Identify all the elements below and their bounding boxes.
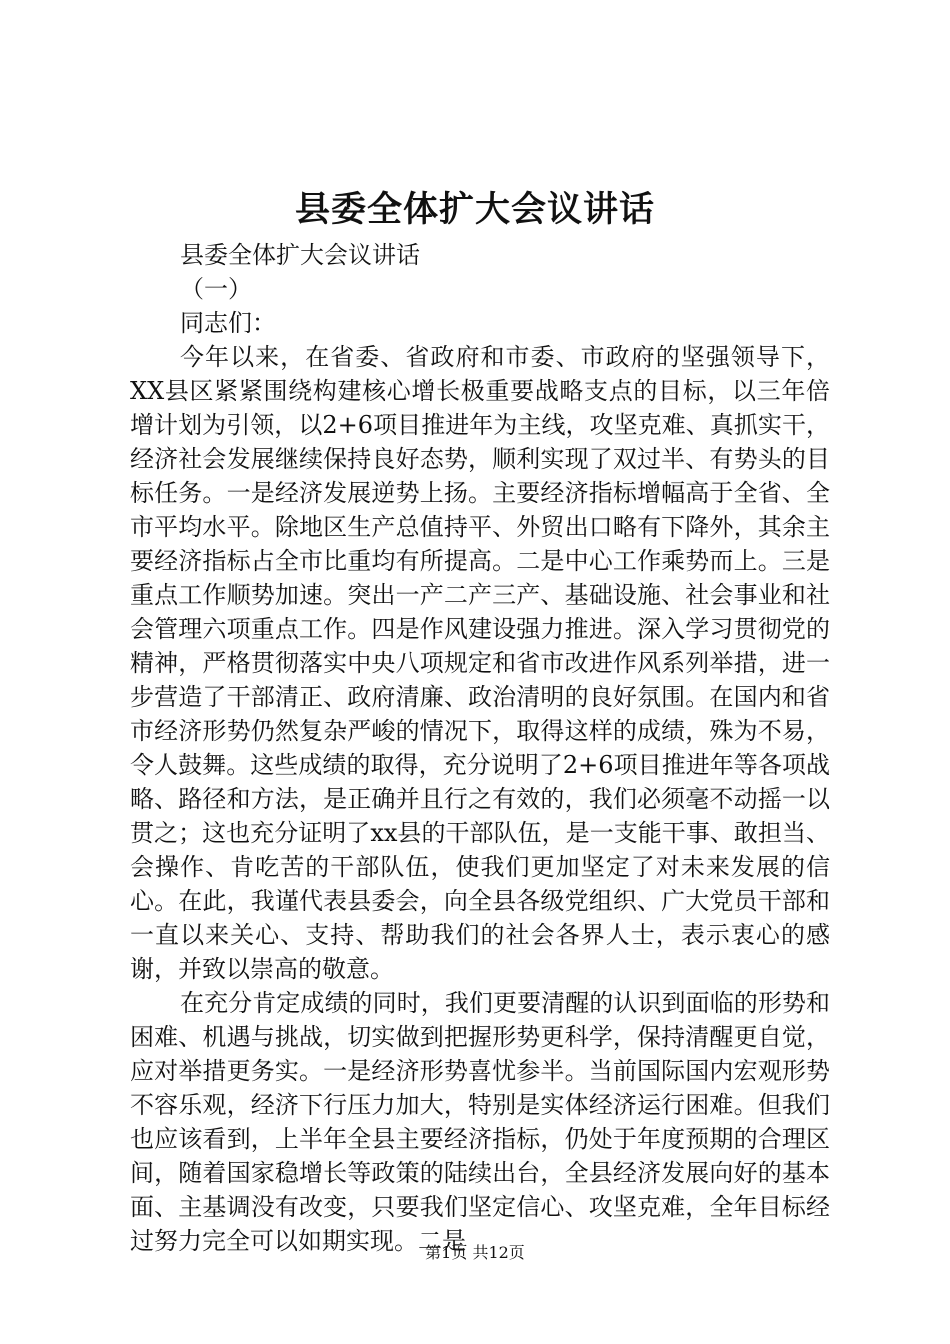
paragraph-2: 在充分肯定成绩的同时，我们更要清醒的认识到面临的形势和困难、机遇与挑战，切实做到把握形势更科学，保持清醒更自觉，应对举措更务实。一是经济形势喜忧参半。当前国际国内宏观形势不容乐观，经济下行压力加大，特别是实体经济运行困难。但我们也应该看到，上半年全县主要经济指标，仍处于年度预期的合理区间，随着国家稳增长等政策的陆续出台，全县经济发展向好的基本面、主基调没有改变，只要我们坚定信心、攻坚克难，全年目标经过努力完全可以如期实现。二是 [130, 989, 830, 1255]
section-number: （一） [180, 275, 252, 303]
page-title: 县委全体扩大会议讲话 [294, 190, 655, 230]
document-subtitle: 县委全体扩大会议讲话 [180, 241, 420, 269]
document-body [130, 238, 830, 1258]
page-footer: 第1页 共12页 [425, 1243, 525, 1262]
salutation: 同志们： [180, 309, 276, 337]
paragraph-1: 今年以来，在省委、省政府和市委、市政府的坚强领导下，XX县区紧紧围绕构建核心增长极重要战略支点的目标，以三年倍增计划为引领，以2+6项目推进年为主线，攻坚克难、真抓实干，经济社会发展继续保持良好态势，顺利实现了双过半、有势头的目标任务。一是经济发展逆势上扬。主要经济指标增幅高于全省、全市平均水平。除地区生产总值持平、外贸出口略有下降外，其余主要经济指标占全市比重均有所提高。二是中心工作乘势而上。三是重点工作顺势加速。突出一产二产三产、基础设施、社会事业和社会管理六项重点工作。四是作风建设强力推进。深入学习贯彻党的精神，严格贯彻落实中央八项规定和省市改进作风系列举措，进一步营造了干部清正、政府清廉、政治清明的良好氛围。在国内和省市经济形势仍然复杂严峻的情况下，取得这样的成绩，殊为不易，令人鼓舞。这些成绩的取得，充分说明了2+6项目推进年等各项战略、路径和方法，是正确并且行之有效的，我们必须毫不动摇一以贯之；这也充分证明了xx县的干部队伍，是一支能干事、敢担当、会操作、肯吃苦的干部队伍，使我们更加坚定了对未来发展的信心。在此，我谨代表县委会，向全县各级党组织、广大党员干部和一直以来关心、支持、帮助我们的社会各界人士，表示衷心的感谢，并致以崇高的敬意。 [130, 343, 830, 983]
